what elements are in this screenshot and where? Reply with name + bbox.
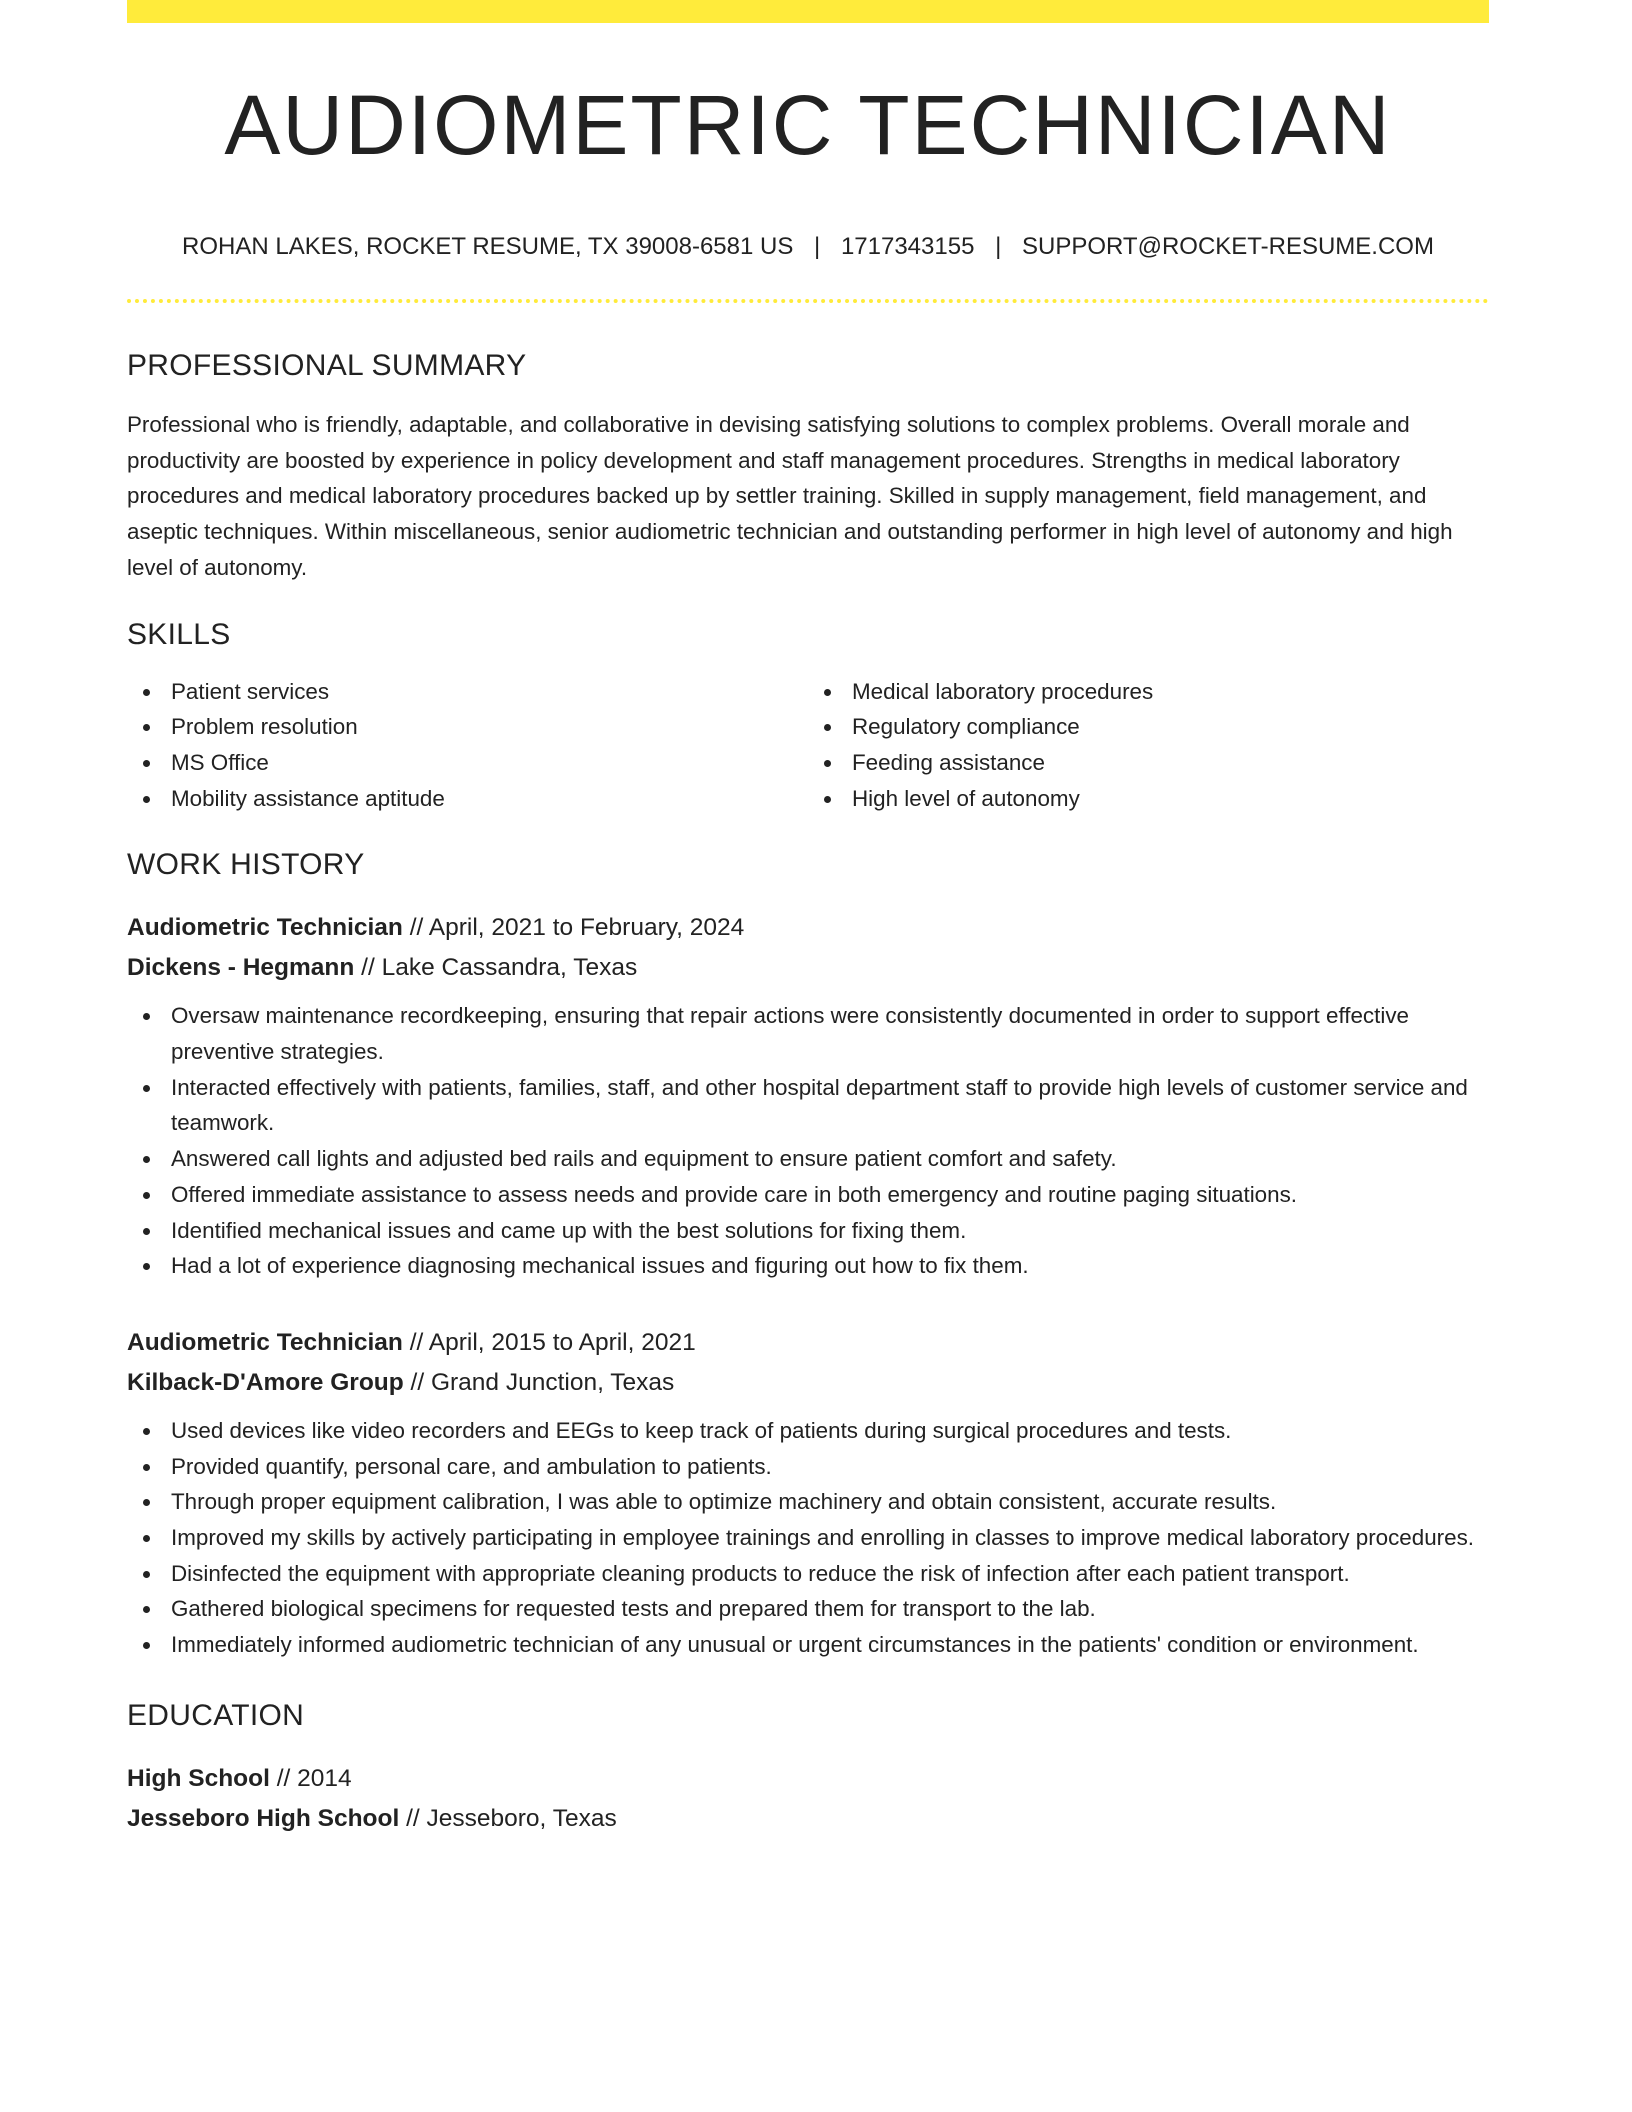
skill-item: Patient services bbox=[127, 674, 808, 710]
section-title-work-history: WORK HISTORY bbox=[127, 848, 365, 882]
job-role-line bbox=[127, 908, 1489, 948]
dotted-divider bbox=[127, 299, 1489, 303]
education-school: Jesseboro High School bbox=[127, 1804, 400, 1832]
job-dates: // April, 2021 to February, 2024 bbox=[402, 914, 745, 942]
education-year: // 2014 bbox=[269, 1764, 352, 1792]
job-bullet: Had a lot of experience diagnosing mechanical issues and figuring out how to fix them. bbox=[127, 1248, 1489, 1284]
job-role: Audiometric Technician bbox=[127, 914, 403, 942]
skill-item: Medical laboratory procedures bbox=[808, 674, 1489, 710]
job-role-line bbox=[127, 1323, 1489, 1363]
job-bullet: Through proper equipment calibration, I was able to optimize machinery and obtain consistent, accurate results. bbox=[127, 1484, 1489, 1520]
job-location: // Lake Cassandra, Texas bbox=[354, 954, 638, 982]
skill-item: MS Office bbox=[127, 745, 808, 781]
job-bullet: Oversaw maintenance recordkeeping, ensuring that repair actions were consistently documented in order to support effective preventive strategies. bbox=[127, 998, 1489, 1069]
job-company: Dickens - Hegmann bbox=[127, 954, 355, 982]
summary-text: Professional who is friendly, adaptable, and collaborative in devising satisfying solutions to complex problems. Overall morale and productivity are boosted by experience in policy development and staff management procedures. Strengths in medical laboratory procedures and medical laboratory procedures backed up by settler training. Skilled in supply management, field management, and aseptic techniques. Within miscellaneous, senior audiometric technician and outstanding performer in high level of autonomy and high level of autonomy. bbox=[127, 412, 1453, 580]
job-location: // Grand Junction, Texas bbox=[403, 1368, 675, 1396]
skills-list bbox=[127, 674, 1489, 817]
job-bullet: Disinfected the equipment with appropriate cleaning products to reduce the risk of infection after each patient transport. bbox=[127, 1556, 1489, 1592]
contact-separator: | bbox=[995, 233, 1002, 260]
job-bullet: Interacted effectively with patients, families, staff, and other hospital department staff to provide high levels of customer service and teamwork. bbox=[127, 1070, 1489, 1141]
section-title-summary: PROFESSIONAL SUMMARY bbox=[127, 349, 527, 382]
skill-item: Mobility assistance aptitude bbox=[127, 781, 808, 817]
education-location: // Jesseboro, Texas bbox=[399, 1804, 617, 1832]
resume-page bbox=[127, 0, 1489, 1839]
job-bullet: Provided quantify, personal care, and ambulation to patients. bbox=[127, 1449, 1489, 1485]
job-bullet: Gathered biological specimens for requested tests and prepared them for transport to the lab. bbox=[127, 1591, 1489, 1627]
job-bullet: Identified mechanical issues and came up with the best solutions for fixing them. bbox=[127, 1213, 1489, 1249]
job-company-line bbox=[127, 1363, 1489, 1403]
section-title-education: EDUCATION bbox=[127, 1698, 305, 1732]
education-entry bbox=[127, 1759, 1489, 1839]
education-degree: High School bbox=[127, 1764, 270, 1792]
job-bullet: Offered immediate assistance to assess needs and provide care in both emergency and routine paging situations. bbox=[127, 1177, 1489, 1213]
job-bullets bbox=[127, 1413, 1489, 1663]
job-role: Audiometric Technician bbox=[127, 1328, 403, 1356]
contact-email[interactable]: SUPPORT@ROCKET-RESUME.COM bbox=[1022, 233, 1434, 260]
skills-column-right bbox=[808, 674, 1489, 817]
contact-phone[interactable]: 1717343155 bbox=[840, 233, 975, 260]
job-bullet: Used devices like video recorders and EEGs to keep track of patients during surgical procedures and tests. bbox=[127, 1413, 1489, 1449]
skill-item: High level of autonomy bbox=[808, 781, 1489, 817]
contact-address: ROHAN LAKES, ROCKET RESUME, TX 39008-6581 US bbox=[182, 233, 794, 260]
job-company-line bbox=[127, 948, 1489, 988]
job-entry bbox=[127, 1323, 1489, 1663]
education-school-line bbox=[127, 1799, 1489, 1839]
job-bullets bbox=[127, 998, 1489, 1284]
skills-column-left bbox=[127, 674, 808, 817]
candidate-name: AUDIOMETRIC TECHNICIAN bbox=[224, 78, 1392, 172]
job-bullet: Answered call lights and adjusted bed rails and equipment to ensure patient comfort and safety. bbox=[127, 1141, 1489, 1177]
skill-item: Feeding assistance bbox=[808, 745, 1489, 781]
job-dates: // April, 2015 to April, 2021 bbox=[402, 1328, 696, 1356]
contact-line bbox=[127, 233, 1489, 261]
job-bullet: Improved my skills by actively participating in employee trainings and enrolling in classes to improve medical laboratory procedures. bbox=[127, 1520, 1489, 1556]
job-bullet: Immediately informed audiometric technician of any unusual or urgent circumstances in the patients' condition or environment. bbox=[127, 1627, 1489, 1663]
accent-top-bar bbox=[127, 0, 1489, 23]
job-entry bbox=[127, 908, 1489, 1284]
contact-separator: | bbox=[814, 233, 821, 260]
education-degree-line bbox=[127, 1759, 1489, 1799]
section-title-skills: SKILLS bbox=[127, 617, 231, 651]
skill-item: Problem resolution bbox=[127, 709, 808, 745]
job-company: Kilback-D'Amore Group bbox=[127, 1368, 404, 1396]
skill-item: Regulatory compliance bbox=[808, 709, 1489, 745]
